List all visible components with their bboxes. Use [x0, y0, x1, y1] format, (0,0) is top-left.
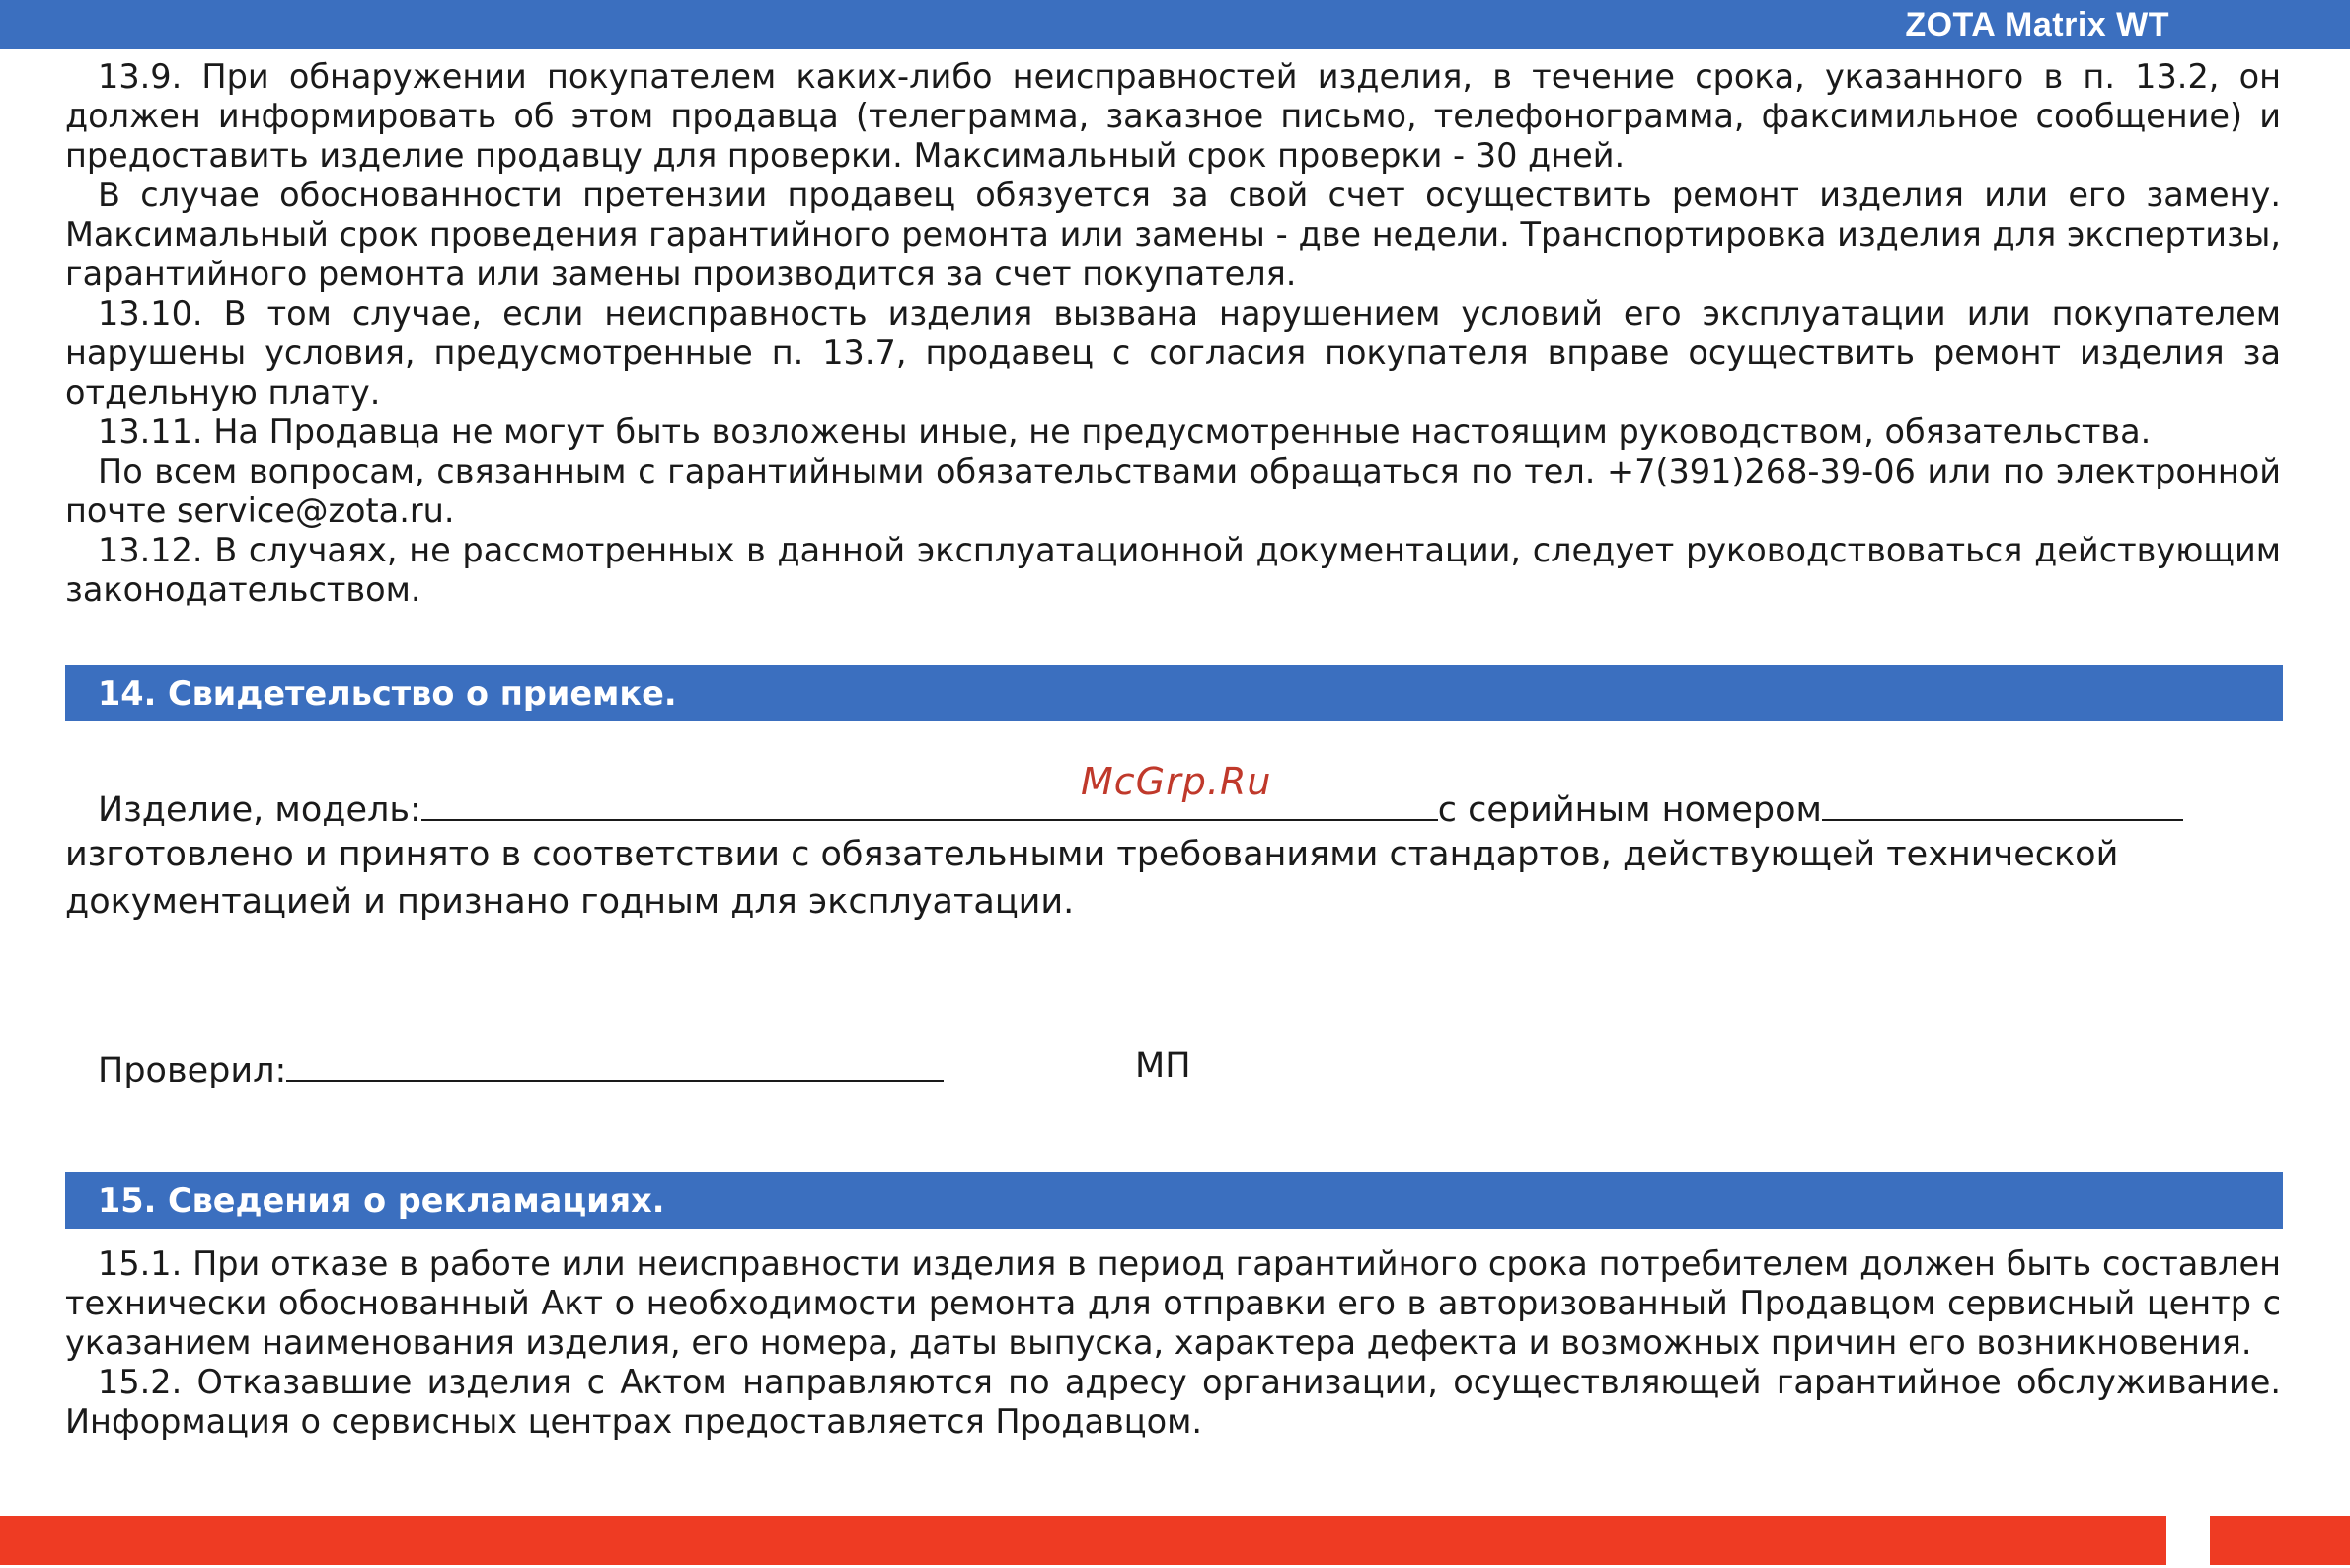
footer-bar — [0, 1516, 2166, 1565]
checked-by-field[interactable] — [286, 1046, 944, 1082]
acceptance-statement-line-2: документацией и признано годным для эксплуатации. — [65, 882, 1075, 922]
acceptance-statement-line-1: изготовлено и принято в соответствии с обязательными требованиями стандартов, действующей технической — [65, 835, 2119, 874]
product-model-row — [98, 785, 2183, 830]
paragraph-13-9: 13.9. При обнаружении покупателем каких-либо неисправностей изделия, в течение срока, указанного в п. 13.2, он должен информировать об этом продавца (телеграмма, заказное письмо, телефонограмма, факсимильное сообщение) и предоставить изделие продавцу для проверки. Максимальный срок проверки - 30 дней. — [65, 57, 2281, 175]
section-15-text — [65, 1244, 2281, 1442]
product-model-label: Изделие, модель: — [98, 790, 421, 830]
paragraph-13-10: 13.10. В том случае, если неисправность изделия вызвана нарушением условий его эксплуатации или покупателем нарушены условия, предусмотренные п. 13.7, продавец с согласия покупателя вправе осуществить ремонт изделия за отдельную плату. — [65, 294, 2281, 411]
header-bar — [0, 0, 2350, 49]
serial-number-field[interactable] — [1822, 785, 2183, 821]
checked-by-label: Проверил: — [98, 1051, 287, 1090]
paragraph-contacts: По всем вопросам, связанным с гарантийными обязательствами обращаться по тел. +7(391)268-39-06 или по электронной почте service@zota.ru. — [65, 452, 2281, 530]
paragraph-13-11: 13.11. На Продавца не могут быть возложены иные, не предусмотренные настоящим руководством, обязательства. — [98, 412, 2152, 451]
product-model-field[interactable] — [421, 785, 1438, 821]
paragraph-15-1: 15.1. При отказе в работе или неисправности изделия в период гарантийного срока потребителем должен быть составлен технически обоснованный Акт о необходимости ремонта для отправки его в авторизованный Продавцом сервисный центр с указанием наименования изделия, его номера, даты выпуска, характера дефекта и возможных причин его возникновения. — [65, 1244, 2281, 1362]
paragraph-13-12: 13.12. В случаях, не рассмотренных в данной эксплуатационной документации, следует руководствоваться действующим законодательством. — [65, 531, 2281, 609]
brand-title: ZOTA Matrix WT — [1905, 6, 2169, 43]
checked-by-row — [98, 1046, 944, 1090]
serial-number-label: с серийным номером — [1437, 790, 1822, 830]
footer-bar-corner — [2210, 1516, 2350, 1565]
section-14-heading: 14. Свидетельство о приемке. — [65, 665, 2283, 721]
stamp-place-label: МП — [1135, 1046, 1191, 1085]
paragraph-claim: В случае обоснованности претензии продавец обязуется за свой счет осуществить ремонт изделия или его замену. Максимальный срок проведения гарантийного ремонта или замены - две недели. Транспортировка изделия для экспертизы, гарантийного ремонта или замены производится за счет покупателя. — [65, 176, 2281, 293]
section-15-heading: 15. Сведения о рекламациях. — [65, 1172, 2283, 1229]
section-13-text — [65, 57, 2281, 610]
watermark: McGrp.Ru — [1081, 760, 1272, 803]
paragraph-15-2: 15.2. Отказавшие изделия с Актом направляются по адресу организации, осуществляющей гарантийное обслуживание. Информация о сервисных центрах предоставляется Продавцом. — [65, 1363, 2281, 1441]
